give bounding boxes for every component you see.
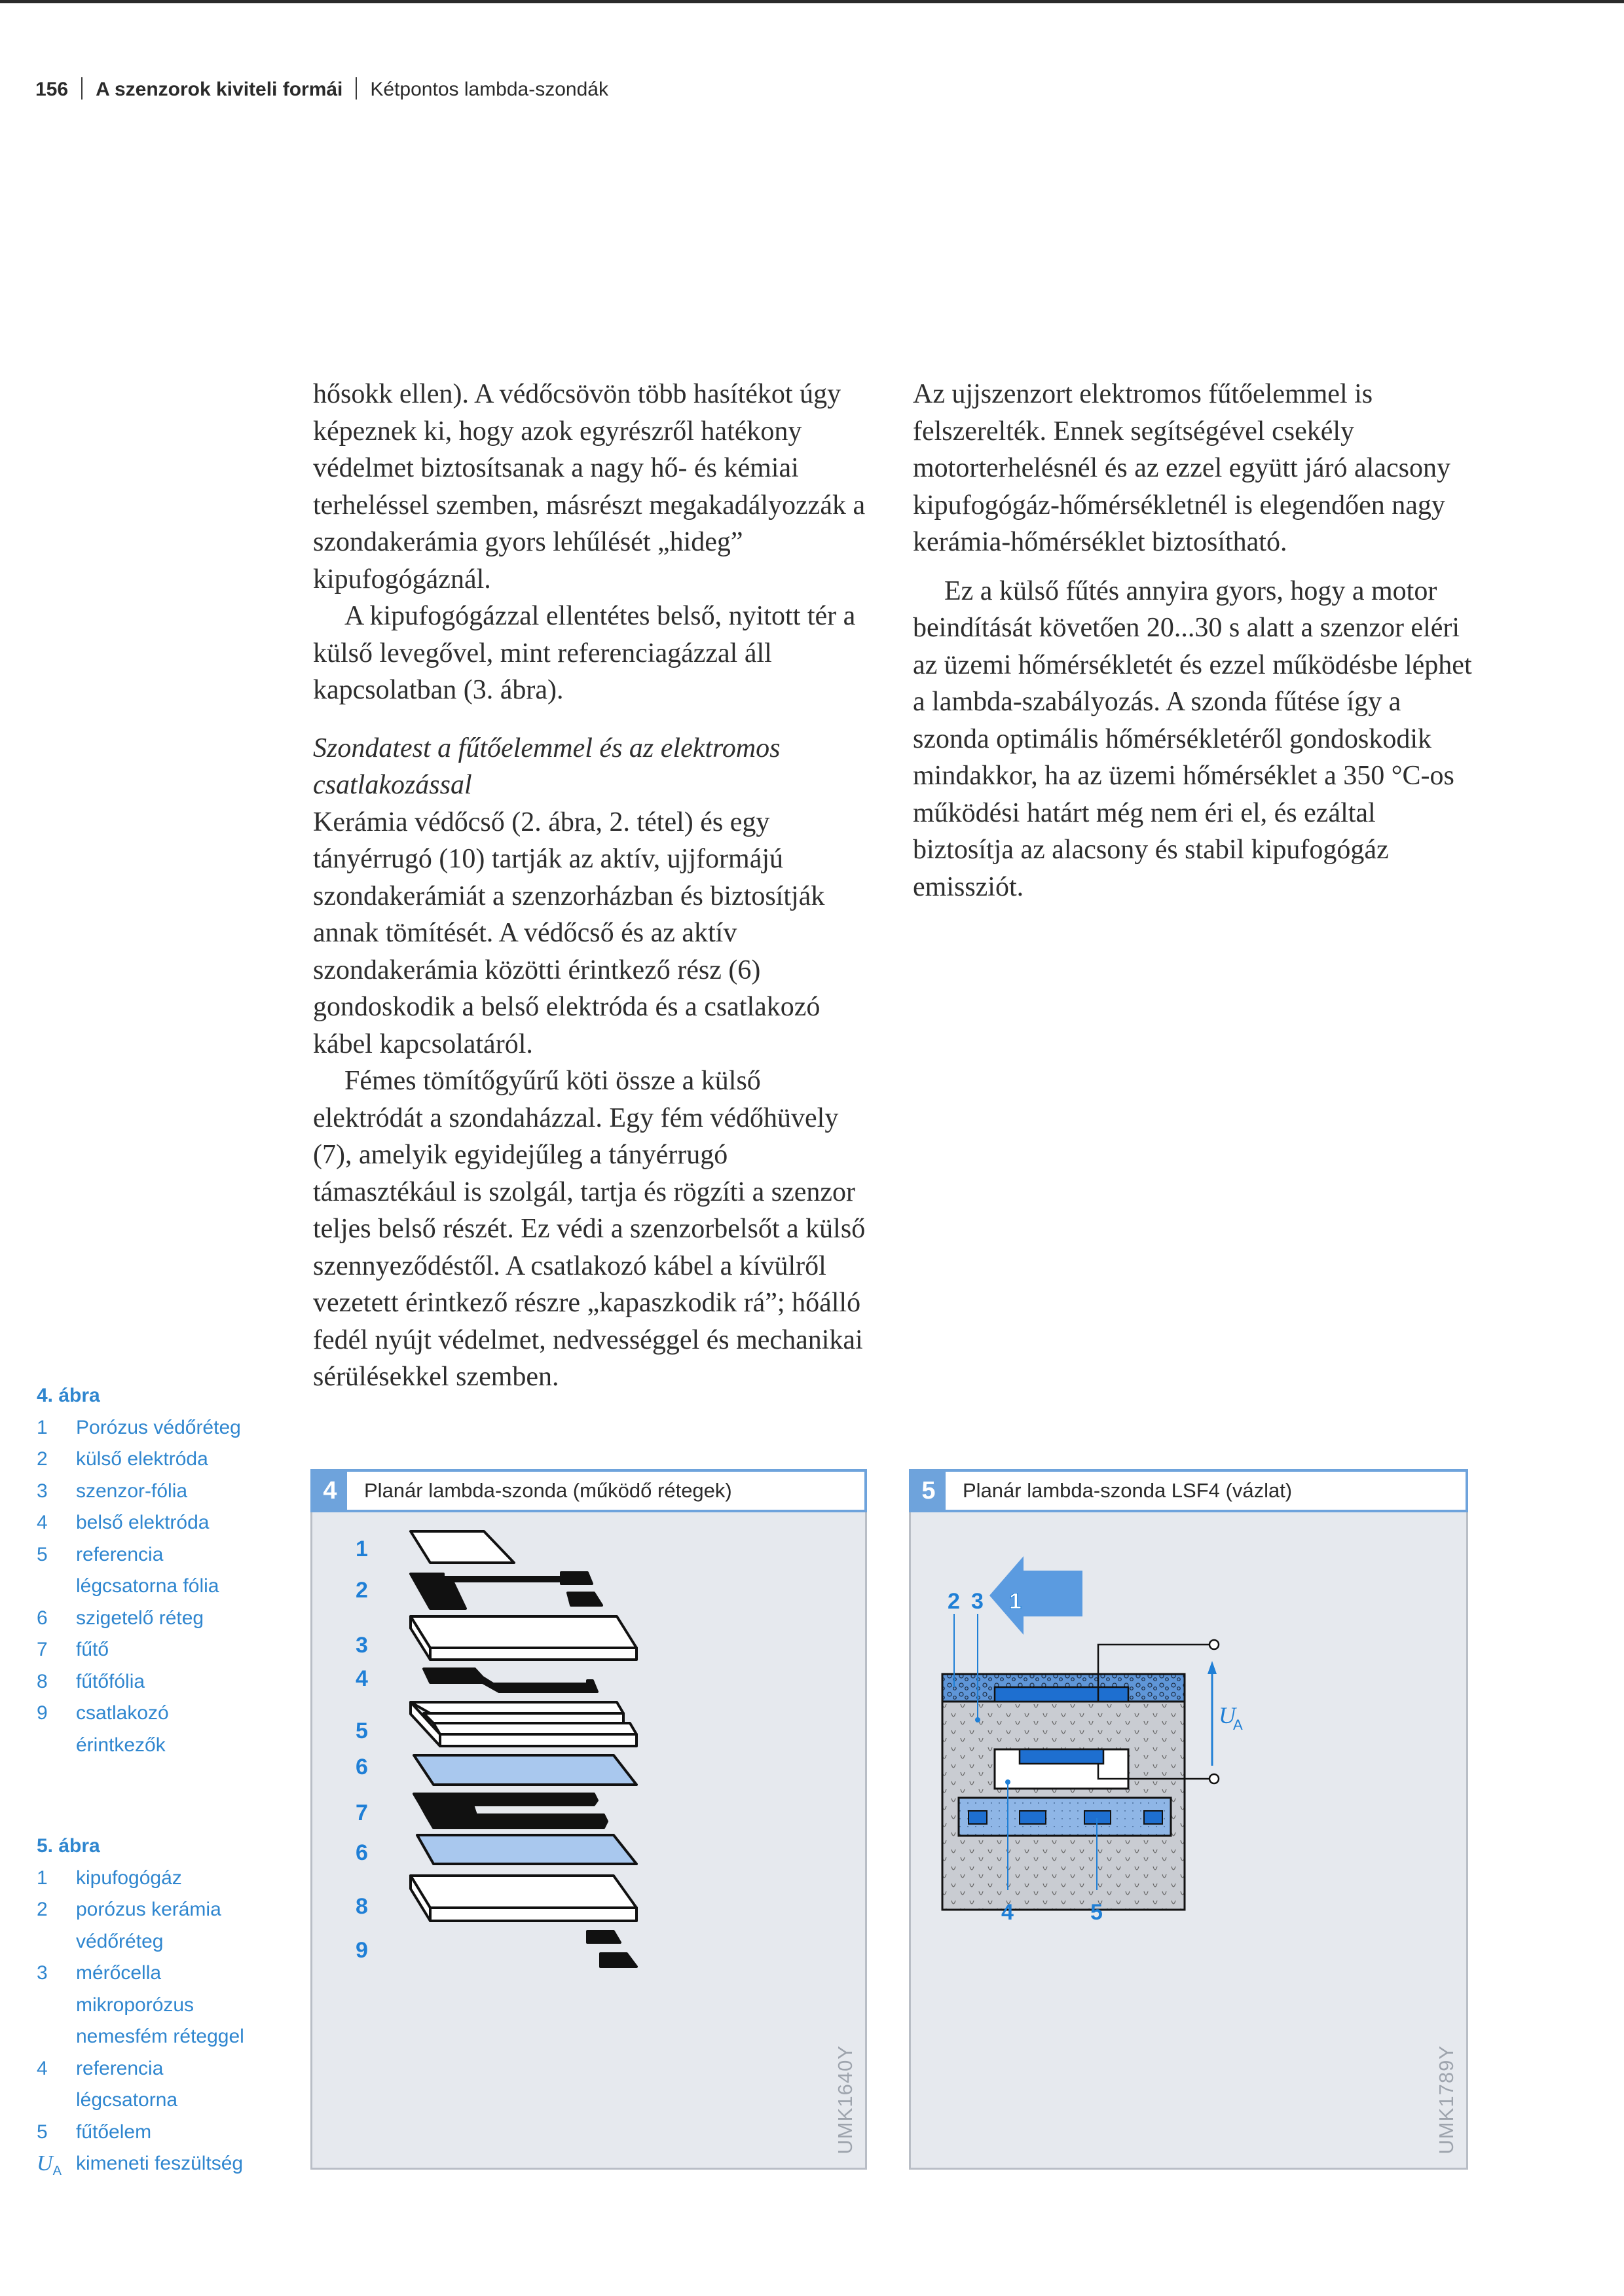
legend-item: 8 fűtőfólia <box>37 1670 145 1692</box>
exhaust-arrow-icon <box>989 1556 1082 1635</box>
figure-number-badge: 4 <box>313 1472 347 1510</box>
figure-code: UMK1640Y <box>834 2045 857 2155</box>
legend-item: 1 Porózus védőréteg <box>37 1416 241 1438</box>
header-divider <box>81 77 83 100</box>
legend-item: 9 csatlakozó érintkezők <box>37 1702 169 1756</box>
paragraph: Fémes tömítőgyűrű köti össze a külső elektródát a szondaházzal. Egy fém védőhüvely (7), amelyik egyidejűleg a tányérrugó támasztékául is szolgál, tartja és rögzíti a szenzor teljes belső részét. Ez védi a szenzorbelsőt a külső szennyeződéstől. A csatlakozó kábel a kívülről vezetett érintkező részre „kapaszkodik rá”; hőálló fedél nyújt védelmet, nedvességgel és mechanikai sérülésekkel szemben. <box>313 1066 866 1392</box>
heater-shape <box>414 1794 607 1828</box>
figure-5-legend <box>37 1831 259 2187</box>
callout-5: 5 <box>1090 1900 1103 1925</box>
callout-6: 6 <box>356 1755 368 1779</box>
legend-item: 4 belső elektróda <box>37 1512 210 1533</box>
insulating-layer-shape <box>414 1755 637 1785</box>
ua-subscript: A <box>1233 1717 1243 1733</box>
legend-item: 2 porózus kerámia védőréteg <box>37 1899 221 1952</box>
subheading: Szondatest a fűtőelemmel és az elektromos csatlakozással <box>313 733 781 800</box>
callout-3: 3 <box>356 1633 368 1658</box>
callout-6b: 6 <box>356 1840 368 1865</box>
heater-layer <box>959 1798 1171 1836</box>
figure-code: UMK1789Y <box>1435 2045 1458 2155</box>
callout-4: 4 <box>356 1666 368 1691</box>
heater-foil-shape <box>411 1876 637 1908</box>
voltage-arrow-icon <box>1208 1661 1217 1674</box>
insulating-layer-shape <box>417 1835 637 1864</box>
legend-item: 5 fűtőelem <box>37 2121 152 2143</box>
figure-5 <box>909 1469 1468 2170</box>
running-header <box>35 77 608 101</box>
sensor-cross-section-diagram <box>911 1471 1470 2172</box>
paragraph: Ez a külső fűtés annyira gyors, hogy a motor beindítását követően 20...30 s alatt a szenzor eléri az üzemi hőmérsékletét és ezzel működésbe léphet a lambda-szabályozás. A szonda fűtése így a szonda optimális hőmérsékletéről gondoskodik mindakkor, ha az üzemi hőmérséklet a 350 °C-os működési határt még nem éri el, és ezáltal biztosítja az alacsony és stabil kipufogógáz emissziót. <box>913 575 1472 902</box>
inner-electrode-shape <box>424 1669 597 1692</box>
legend-item: $U_A$ kimeneti feszültség <box>37 2151 244 2178</box>
inner-electrode <box>1020 1749 1103 1764</box>
legend-item: 5 referencia légcsatorna fólia <box>37 1543 219 1597</box>
legend-item: 6 szigetelő réteg <box>37 1607 204 1629</box>
section-title: Kétpontos lambda-szondák <box>370 79 608 100</box>
paragraph: Az ujjszenzort elektromos fűtőelemmel is felszerelték. Ennek segítségével csekély motorterhelésnél és az ezzel együtt járó alacsony kipufogógáz-hőmérsékletnél is elegendően nagy kerámia-hőmérséklet biztosítható. <box>913 379 1450 557</box>
porous-layer-shape <box>411 1531 514 1563</box>
chapter-title: A szenzorok kiviteli formái <box>96 79 343 100</box>
legend-item: 1 kipufogógáz <box>37 1867 182 1889</box>
outer-electrode <box>995 1687 1128 1702</box>
callout-2: 2 <box>948 1589 960 1614</box>
figure-caption: Planár lambda-szonda LSF4 (vázlat) <box>963 1479 1293 1502</box>
contact-shape <box>587 1931 620 1942</box>
ua-label: U <box>1219 1702 1236 1728</box>
terminal-top <box>1209 1640 1219 1649</box>
legend-item: 7 fűtő <box>37 1639 109 1660</box>
callout-9: 9 <box>356 1938 368 1963</box>
legend-title: 5. ábra <box>37 1835 100 1857</box>
legend-title: 4. ábra <box>37 1385 100 1406</box>
callout-7: 7 <box>356 1800 368 1825</box>
figure-4 <box>310 1469 867 2170</box>
legend-item: 2 külső elektróda <box>37 1448 208 1470</box>
callout-5: 5 <box>356 1719 368 1743</box>
paragraph: A kipufogógázzal ellentétes belső, nyitott tér a külső levegővel, mint referenciagázzal áll kapcsolatban (3. ábra). <box>313 601 856 705</box>
callout-1: 1 <box>1009 1589 1022 1614</box>
figure-number-badge: 5 <box>912 1472 946 1510</box>
header-divider <box>356 77 357 100</box>
figure-caption: Planár lambda-szonda (működő rétegek) <box>364 1479 732 1502</box>
layer-stack-diagram <box>312 1471 869 2172</box>
legend-item: 4 referencia légcsatorna <box>37 2057 178 2111</box>
paragraph: Kerámia védőcső (2. ábra, 2. tétel) és egy tányérrugó (10) tartják az aktív, ujjformájú szondakerámiát a szenzorházban és biztosítják annak tömítését. A védőcső és az aktív szondakerámia közötti érintkező rész (6) gondoskodik a belső elektróda és a csatlakozó kábel kapcsolatáról. <box>313 807 825 1059</box>
page-top-edge <box>0 0 1624 3</box>
reference-channel-shape <box>411 1702 623 1713</box>
callout-4: 4 <box>1001 1900 1014 1925</box>
legend-item: 3 szenzor-fólia <box>37 1480 188 1502</box>
callout-3: 3 <box>971 1589 984 1614</box>
figure-4-header <box>310 1469 867 1512</box>
outer-electrode-shape <box>411 1573 592 1609</box>
callout-8: 8 <box>356 1894 368 1919</box>
contact-shape <box>600 1954 637 1967</box>
callout-1: 1 <box>356 1537 368 1561</box>
figure-4-legend <box>37 1380 253 1761</box>
legend-item: 3 mérőcella mikroporózus nemesfém réteggel <box>37 1962 244 2047</box>
page-number: 156 <box>35 79 69 100</box>
text-column-2 <box>913 376 1476 905</box>
figure-5-header <box>909 1469 1468 1512</box>
text-column-1 <box>313 376 876 1396</box>
terminal-bottom <box>1209 1774 1219 1783</box>
sensor-foil-shape <box>411 1616 637 1648</box>
ceramic-body <box>942 1674 1185 1910</box>
callout-2: 2 <box>356 1578 368 1603</box>
paragraph: hősokk ellen). A védőcsövön több hasítékot úgy képeznek ki, hogy azok egyrészről hatékony védelmet biztosítsanak a nagy hő- és kémiai terheléssel szemben, másrészt megakadályozzák a szondakerámia gyors lehűlését „hideg” kipufogógáznál. <box>313 379 866 594</box>
